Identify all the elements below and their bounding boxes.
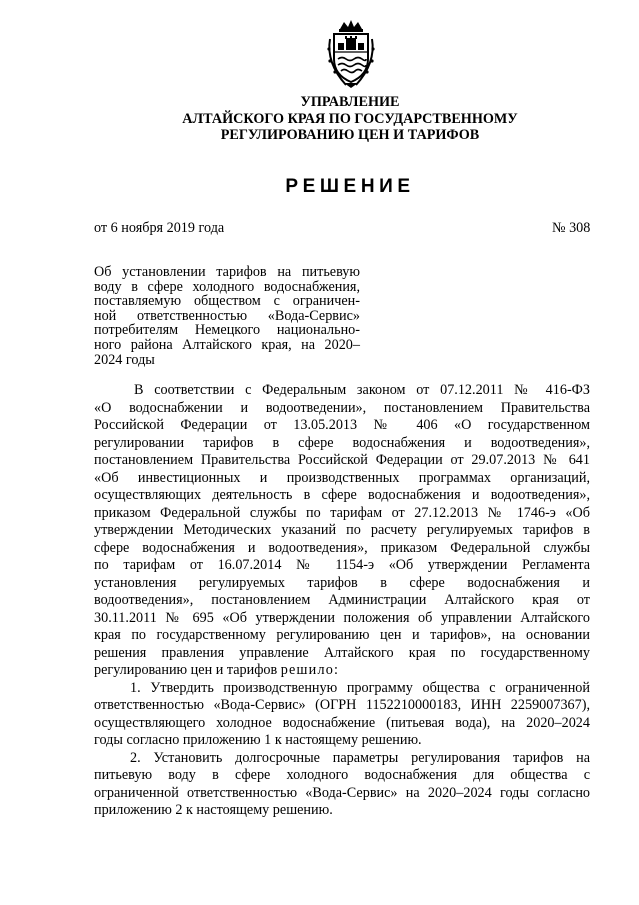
preamble-line: края по государственному регулированию цен и тарифов», на основании [94,627,590,643]
organization-name [80,94,620,144]
subject-line: потребителям Немецкого национально- [94,322,360,339]
preamble-last-line [94,662,590,680]
subject-line: ного района Алтайского края, на 2020– [94,336,360,353]
coat-of-arms-icon [324,19,378,89]
org-line: АЛТАЙСКОГО КРАЯ ПО ГОСУДАРСТВЕННОМУ [182,110,518,127]
point-2-line: приложению 2 к настоящему решению. [94,802,333,818]
subject-line: ной ответственностью «Вода-Сервис» [94,307,360,324]
document-date: от 6 ноября 2019 года [94,220,225,236]
subject-line: воду в сфере холодного водоснабжения, [94,278,360,295]
document-body [94,382,590,820]
subject-block [94,265,360,367]
point-1-line: 1. Утвердить производственную программу общества с ограниченной [130,679,590,696]
point-2-line: 2. Установить долгосрочные параметры регулирования тарифов на [130,749,590,766]
preamble-line: приказом Федеральной службы по тарифам от 27.12.2013 № 1746-э «Об [94,504,590,521]
point-1-line: ответственностью «Вода-Сервис» (ОГРН 1152210000183, ИНН 2259007367), [94,697,590,713]
preamble-line: «Об инвестиционных и производственных программах организаций, [94,469,590,486]
point-1-line: осуществляющего холодное водоснабжение (питьевая вода), на 2020–2024 [94,714,590,731]
org-line: РЕГУЛИРОВАНИЮ ЦЕН И ТАРИФОВ [220,127,480,143]
point-1-line: годы согласно приложению 1 к настоящему решению. [94,732,422,748]
org-line: УПРАВЛЕНИЕ [300,94,400,110]
subject-line: поставляемую обществом с ограничен- [94,293,360,310]
preamble-line: водоотведения», постановлением Администрации Алтайского края от [94,592,590,608]
preamble-line: утверждении Методических указаний по расчету регулируемых тарифов в [94,522,590,538]
resolved-word: решило: [280,662,340,678]
document-type-title: РЕШЕНИЕ [285,176,415,197]
preamble-line: Российской Федерации от 13.05.2013 № 406 «О государственном [94,417,590,433]
preamble-line: осуществляющих деятельность в сфере водоснабжения и водоотведения», [94,487,590,503]
preamble-line: 30.11.2011 № 695 «Об утверждении положения об управлении Алтайского [94,609,590,626]
point-2-line: ограниченной ответственностью «Вода-Сервис» на 2020–2024 годы согласно [94,784,590,801]
document-number: № 308 [552,220,591,236]
preamble-line: В соответствии с Федеральным законом от 07.12.2011 № 416-ФЗ [134,382,590,398]
preamble-line: сфере водоснабжения и водоотведения», приказом Федеральной службы [94,539,590,556]
preamble-line: регулировании тарифов в сфере водоснабжения и водоотведения», [94,434,590,451]
preamble-line: регулированию цен и тарифов [94,662,281,678]
preamble-line: «О водоснабжении и водоотведении», постановлением Правительства [94,399,590,416]
subject-line: 2024 годы [94,351,155,368]
point-2-line: питьевую воду в сфере холодного водоснабжения для общества с [94,767,590,783]
preamble-line: постановлением Правительства Российской Федерации от 29.07.2013 № 641 [94,452,590,468]
preamble-line: решения правления управление Алтайского края по государственному [94,644,590,661]
subject-line: Об установлении тарифов на питьевую [94,264,360,280]
preamble-line: по тарифам от 16.07.2014 № 1154-э «Об утверждении Регламента [94,557,590,573]
preamble-line: установления регулируемых тарифов в сфере водоснабжения и [94,574,590,591]
